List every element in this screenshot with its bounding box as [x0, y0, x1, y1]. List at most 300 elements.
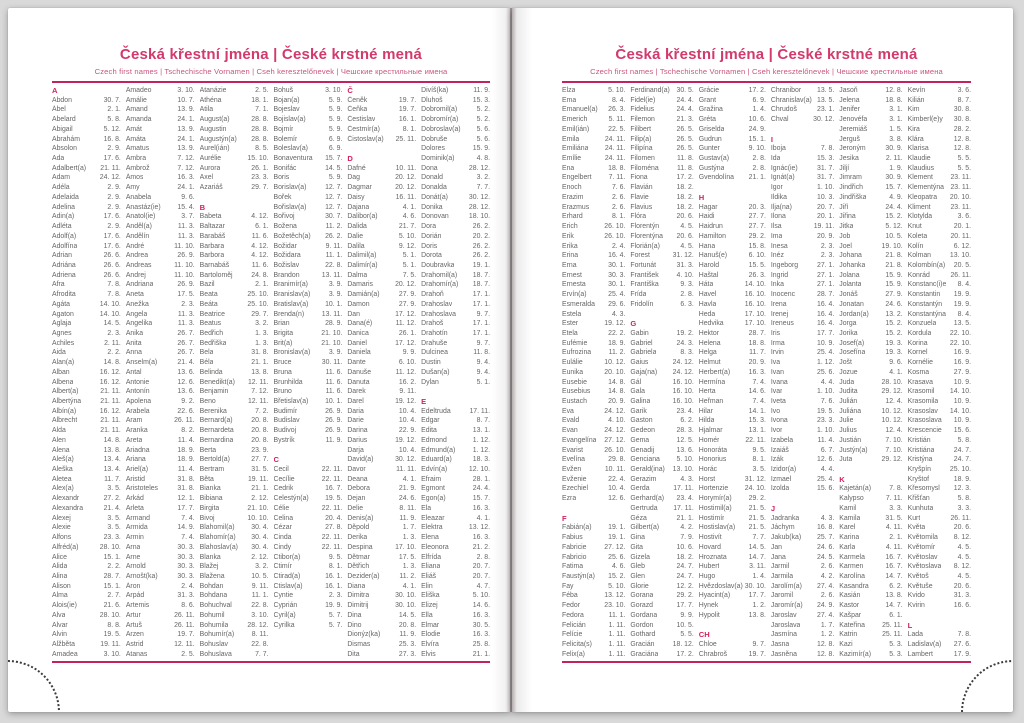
first-name: Arabela — [125, 407, 150, 415]
name-entry — [908, 212, 971, 222]
name-day-date: 12. 7. — [325, 184, 343, 192]
name-day-date: 7. 4. — [752, 378, 766, 386]
name-entry — [52, 154, 121, 164]
first-name: Beata — [199, 291, 218, 299]
name-day-date: 11. 10. — [174, 271, 195, 279]
name-entry — [562, 397, 625, 407]
first-name: Agáta — [52, 300, 71, 308]
name-entry — [274, 582, 343, 592]
name-entry — [839, 271, 902, 281]
name-entry — [421, 426, 490, 436]
name-day-date: 20. 6. — [953, 524, 971, 532]
first-name: Bazil — [199, 281, 215, 289]
name-day-date: 1. 12. — [472, 436, 490, 444]
first-name: Alexandra — [52, 504, 84, 512]
name-day-date: 1. 3. — [402, 534, 417, 542]
name-day-date: 31. 3. — [953, 592, 971, 600]
first-name: Aglaja — [52, 320, 72, 328]
first-name: August(a) — [199, 116, 230, 124]
first-name: Kryštof — [907, 475, 930, 483]
name-day-date: 15. 1. — [103, 582, 121, 590]
name-entry — [274, 572, 343, 582]
first-name: Garik — [630, 407, 647, 415]
name-day-date: 24. 8. — [251, 271, 269, 279]
name-day-date: 16. 4. — [608, 252, 626, 260]
name-day-date: 14. 7. — [885, 572, 903, 580]
name-day-date: 26. 9. — [325, 407, 343, 415]
name-entry — [52, 407, 121, 417]
first-name: Alina — [52, 572, 68, 580]
first-name: Doris — [421, 242, 438, 250]
name-day-date: 19. 5. — [325, 495, 343, 503]
name-entry — [630, 154, 693, 164]
first-name: Antonín — [125, 388, 150, 396]
first-name: Inocenc — [770, 291, 796, 299]
first-name: Dana(é) — [347, 320, 373, 328]
name-day-date: 12. 5. — [676, 436, 694, 444]
name-entry — [274, 533, 343, 543]
first-name: Kristián — [907, 436, 931, 444]
name-entry — [771, 339, 834, 349]
name-day-date: 18. 2. — [676, 184, 694, 192]
name-day-date: 2. 6. — [611, 203, 626, 211]
name-day-date: 4. 1. — [889, 368, 903, 376]
first-name: Evelína — [562, 456, 585, 464]
first-name: Gabriela — [630, 349, 657, 357]
name-day-date: 20. 11. — [950, 232, 971, 240]
empty-row — [274, 446, 343, 456]
name-day-date: 11. 6. — [325, 378, 343, 386]
first-name: Cyntie — [273, 592, 294, 600]
name-day-date: 3. 5. — [107, 514, 121, 522]
name-entry — [630, 455, 693, 465]
name-day-date: 15. 3. — [748, 417, 766, 425]
name-entry — [771, 397, 834, 407]
name-day-date: 18. 2. — [676, 203, 694, 211]
first-name: Debora — [347, 485, 370, 493]
name-entry — [421, 601, 490, 611]
name-day-date: 22. 6. — [177, 407, 195, 415]
first-name: Brandon — [273, 271, 300, 279]
first-name: Erina — [562, 252, 579, 260]
first-name: Helga — [698, 349, 717, 357]
name-entry — [347, 387, 416, 397]
first-name: Fidel(ie) — [630, 96, 656, 104]
name-entry — [347, 591, 416, 601]
first-name: Divíš(ka) — [421, 87, 449, 94]
name-entry — [908, 105, 971, 115]
name-entry — [771, 115, 834, 125]
name-entry — [771, 319, 834, 329]
name-day-date: 3. 1. — [889, 106, 903, 114]
first-name: Elmar — [421, 621, 440, 629]
first-name: Dalma — [347, 271, 368, 279]
first-name: Eva — [562, 407, 574, 415]
first-name: Filomen — [630, 155, 655, 163]
first-name: Jáchym — [770, 524, 795, 532]
name-day-date: 7. 8. — [889, 485, 903, 493]
first-name: Etela — [562, 329, 578, 337]
name-day-date: 24. 5. — [817, 553, 835, 561]
name-day-date: 26. 11. — [174, 611, 195, 619]
name-entry — [630, 105, 693, 115]
name-day-date: 25. 6. — [817, 368, 835, 376]
first-name: Glorie — [630, 582, 649, 590]
name-day-date: 10. 1. — [325, 398, 343, 405]
name-entry — [630, 533, 693, 543]
first-name: Čestmír(a) — [347, 125, 380, 133]
name-day-date: 3. 11. — [749, 563, 766, 571]
first-name: Izmael — [770, 475, 792, 483]
name-entry — [347, 125, 416, 135]
name-day-date: 2. 4. — [611, 242, 626, 250]
name-entry — [347, 553, 416, 563]
first-name: Kornel — [907, 349, 928, 357]
first-name: Amatus — [125, 145, 150, 153]
first-name: Bruce — [273, 359, 292, 367]
first-name: Kornélie — [907, 359, 933, 367]
first-name: Adriena — [52, 271, 76, 279]
name-entry — [630, 621, 693, 631]
first-name: Amy — [125, 184, 140, 192]
name-day-date: 14. 7. — [748, 553, 766, 561]
name-day-date: 13. 8. — [748, 611, 766, 619]
empty-row — [200, 193, 269, 203]
name-entry — [839, 630, 902, 640]
first-name: Ervín(a) — [562, 291, 587, 299]
name-entry — [347, 339, 416, 349]
name-day-date: 5. 10. — [608, 87, 626, 94]
name-day-date: 17. 7. — [748, 592, 766, 600]
name-day-date: 20. 6. — [953, 582, 971, 590]
name-day-date: 11. 9. — [473, 87, 490, 94]
name-entry — [908, 455, 971, 465]
name-day-date: 21. 8. — [885, 252, 903, 260]
first-name: Krasava — [907, 378, 933, 386]
name-entry — [52, 242, 121, 252]
name-entry — [771, 426, 834, 436]
first-name: Arnošt(ka) — [125, 572, 158, 580]
first-name: Edmond — [421, 436, 447, 444]
name-day-date: 5. 8. — [107, 116, 121, 124]
name-day-date: 7. 8. — [107, 291, 121, 299]
name-day-date: 20. 7. — [472, 572, 490, 580]
first-name: Darina — [347, 427, 368, 435]
name-day-date: 2. 7. — [107, 592, 121, 600]
name-day-date: 17. 12. — [395, 310, 417, 318]
name-entry — [52, 640, 121, 650]
first-name: Chrabroš — [698, 650, 728, 658]
name-entry — [908, 144, 971, 154]
first-name: Eduard(a) — [421, 456, 452, 464]
name-entry — [562, 387, 625, 397]
name-entry — [562, 329, 625, 339]
name-entry — [126, 115, 195, 125]
name-entry — [421, 222, 490, 232]
name-day-date: 18. 2. — [676, 193, 694, 201]
first-name: Dolores — [421, 145, 445, 153]
name-entry — [274, 310, 343, 320]
name-entry — [274, 621, 343, 631]
name-entry — [562, 591, 625, 601]
first-name: Chrudoš — [770, 106, 797, 114]
name-entry — [126, 96, 195, 106]
name-entry — [200, 378, 269, 388]
name-entry — [630, 115, 693, 125]
name-entry — [421, 368, 490, 378]
name-day-date: 13. 6. — [177, 388, 195, 396]
name-day-date: 19. 7. — [398, 96, 417, 104]
name-entry — [771, 621, 834, 631]
first-name: Jerguš — [839, 135, 860, 143]
name-day-date: 18. 9. — [608, 339, 626, 347]
name-entry — [52, 173, 121, 183]
first-name: Anna — [125, 349, 142, 357]
name-day-date: 18. 10. — [468, 213, 490, 221]
first-name: Květomír — [907, 543, 936, 551]
first-name: Iboja — [770, 145, 786, 153]
name-day-date: 22. 11. — [321, 504, 343, 512]
name-day-date: 14. 8. — [103, 359, 121, 367]
name-day-date: 14. 1. — [748, 407, 766, 415]
first-name: Antal — [125, 368, 142, 376]
name-entry — [630, 348, 693, 358]
name-entry — [771, 436, 834, 446]
name-entry — [200, 523, 269, 533]
name-day-date: 12. 4. — [885, 427, 903, 435]
name-entry — [52, 591, 121, 601]
name-day-date: 17. 11. — [673, 504, 694, 512]
name-entry — [200, 173, 269, 183]
first-name: Alfons — [52, 534, 72, 542]
first-name: Brunhilda — [273, 378, 303, 386]
first-name: Alban — [52, 368, 70, 376]
first-name: Emanuel(a) — [562, 106, 598, 114]
first-name: Armin — [125, 534, 144, 542]
name-day-date: 12. 4. — [885, 398, 903, 405]
name-day-date: 24. 11. — [604, 145, 626, 153]
name-entry — [52, 621, 121, 631]
name-day-date: 19. 9. — [953, 291, 971, 299]
name-entry — [908, 261, 971, 271]
first-name: Anděl(a) — [125, 223, 152, 231]
page-title: Česká křestní jména | České krstné mená — [119, 46, 423, 63]
first-name: Alen — [52, 436, 66, 444]
name-entry — [771, 582, 834, 592]
first-name: Ámos — [125, 174, 144, 182]
first-name: Kašpar — [839, 611, 862, 619]
name-day-date: 25. 4. — [608, 291, 626, 299]
first-name: Jarolím(a) — [770, 582, 802, 590]
name-entry — [347, 621, 416, 631]
first-name: Darja — [347, 446, 364, 454]
name-day-date: 30. 3. — [608, 271, 626, 279]
name-day-date: 4. 12. — [251, 213, 269, 221]
first-name: Gvendolína — [698, 174, 734, 182]
name-day-date: 15. 6. — [817, 485, 835, 493]
first-name: Ctibor(a) — [273, 553, 301, 561]
name-day-date: 25. 11. — [882, 621, 903, 629]
name-entry — [699, 135, 766, 145]
name-entry — [347, 368, 416, 378]
name-entry — [347, 543, 416, 553]
first-name: Kasián — [839, 592, 861, 600]
name-day-date: 11. 4. — [817, 436, 835, 444]
name-day-date: 10. 4. — [398, 446, 417, 454]
first-name: Cyrilka — [273, 621, 295, 629]
name-day-date: 28. 10. — [99, 611, 121, 619]
first-name: Jozue — [839, 368, 858, 376]
first-name: Květuše — [907, 582, 933, 590]
name-day-date: 4. 9. — [889, 193, 903, 201]
name-day-date: 18. 12. — [672, 640, 694, 648]
name-entry — [908, 232, 971, 242]
name-day-date: 10. 4. — [398, 407, 417, 415]
name-entry — [126, 611, 195, 621]
name-entry — [126, 251, 195, 261]
first-name: Jiřina — [839, 213, 856, 221]
first-name: Hvězdoslav(a) — [698, 582, 743, 590]
first-name: Géza — [630, 514, 647, 522]
name-day-date: 8. 4. — [957, 310, 971, 318]
name-entry — [52, 630, 121, 640]
name-day-date: 19. 12. — [395, 436, 417, 444]
name-entry — [908, 300, 971, 310]
name-day-date: 2. 9. — [107, 223, 121, 231]
first-name: Egmont — [421, 485, 445, 493]
name-day-date: 4. 1. — [402, 475, 417, 483]
name-day-date: 30. 1. — [608, 281, 626, 289]
name-day-date: 12. 6. — [608, 495, 626, 503]
name-entry — [771, 144, 834, 154]
first-name: Ctirad(a) — [273, 572, 301, 580]
name-entry — [52, 203, 121, 213]
name-entry — [347, 601, 416, 611]
footer-rule — [562, 661, 971, 663]
name-day-date: 8. 12. — [953, 563, 971, 571]
name-day-date: 11. 10. — [174, 261, 195, 269]
name-entry — [52, 611, 121, 621]
name-entry — [347, 446, 416, 456]
name-entry — [839, 183, 902, 193]
name-entry — [421, 523, 490, 533]
name-entry — [421, 621, 490, 631]
name-entry — [562, 582, 625, 592]
first-name: Bohumila — [199, 621, 229, 629]
name-day-date: 21. 10. — [321, 339, 343, 347]
name-entry — [630, 553, 693, 563]
first-name: Barabáš — [199, 232, 226, 240]
name-day-date: 11. 9. — [325, 436, 343, 444]
first-name: Honorius — [698, 456, 727, 464]
first-name: Karmen — [839, 563, 864, 571]
name-day-date: 26. 5. — [676, 145, 694, 153]
name-day-date: 30. 1. — [608, 261, 626, 269]
name-entry — [52, 290, 121, 300]
name-day-date: 14. 10. — [99, 300, 121, 308]
name-day-date: 27. 7. — [748, 223, 766, 231]
first-name: Hostislav(a) — [698, 524, 736, 532]
first-name: Alexie — [52, 524, 71, 532]
name-entry — [126, 310, 195, 320]
name-entry — [630, 504, 693, 514]
first-name: Bernardina — [199, 436, 234, 444]
first-name: Elodie — [421, 631, 441, 639]
name-day-date: 9. 9. — [402, 349, 417, 357]
first-name: Bojeslav — [273, 106, 300, 114]
empty-row — [839, 465, 902, 475]
name-day-date: 29. 12. — [881, 456, 903, 464]
name-entry — [126, 397, 195, 407]
first-name: Dětmar — [347, 553, 370, 561]
name-day-date: 6. 12. — [953, 242, 971, 250]
first-name: Albín(a) — [52, 407, 77, 415]
first-name: Arna — [125, 543, 141, 551]
name-entry — [421, 193, 490, 203]
name-entry — [52, 475, 121, 485]
name-entry — [699, 339, 766, 349]
name-entry — [52, 96, 121, 106]
name-day-date: 24. 4. — [676, 96, 694, 104]
name-entry — [839, 348, 902, 358]
name-day-date: 16. 9. — [953, 349, 971, 357]
first-name: Hugo — [698, 572, 716, 580]
first-name: Blanka — [199, 553, 221, 561]
name-day-date: 7. 7. — [476, 184, 490, 192]
name-entry — [771, 455, 834, 465]
name-day-date: 1. 3. — [402, 563, 417, 571]
name-entry — [200, 222, 269, 232]
name-day-date: 2. 8. — [752, 164, 766, 172]
name-entry — [630, 368, 693, 378]
name-entry — [839, 416, 902, 426]
name-entry — [200, 183, 269, 193]
name-day-date: 4. 10. — [676, 271, 694, 279]
name-day-date: 5. 7. — [328, 621, 343, 629]
first-name: Jeroným — [839, 145, 866, 153]
first-name: Gunter — [698, 145, 720, 153]
first-name: Jarmila — [770, 572, 794, 580]
name-day-date: 15. 7. — [325, 155, 343, 163]
name-entry — [347, 416, 416, 426]
first-name: Ilsa — [770, 223, 782, 231]
first-name: Boleslav(a) — [273, 145, 308, 153]
name-day-date: 1. 10. — [817, 427, 835, 435]
first-name: Klementýna — [907, 184, 945, 192]
name-day-date: 28. 8. — [251, 135, 269, 143]
name-entry — [562, 154, 625, 164]
name-day-date: 29. 2. — [676, 592, 694, 600]
first-name: Job — [839, 232, 851, 240]
first-name: Herbert(a) — [698, 368, 731, 376]
name-entry — [347, 280, 416, 290]
name-day-date: 13. 12. — [468, 524, 490, 532]
name-day-date: 21. 11. — [100, 388, 121, 396]
first-name: Bohuchval — [199, 602, 232, 610]
name-entry — [200, 319, 269, 329]
name-entry — [771, 523, 834, 533]
first-name: Lambert — [907, 650, 933, 658]
name-entry — [908, 416, 971, 426]
name-entry — [839, 242, 902, 252]
first-name: Bonifác — [273, 164, 297, 172]
name-entry — [630, 125, 693, 135]
name-entry — [630, 261, 693, 271]
first-name: Ivana — [770, 378, 788, 386]
name-entry — [771, 543, 834, 553]
name-entry — [421, 280, 490, 290]
first-name: Aneta — [125, 291, 144, 299]
